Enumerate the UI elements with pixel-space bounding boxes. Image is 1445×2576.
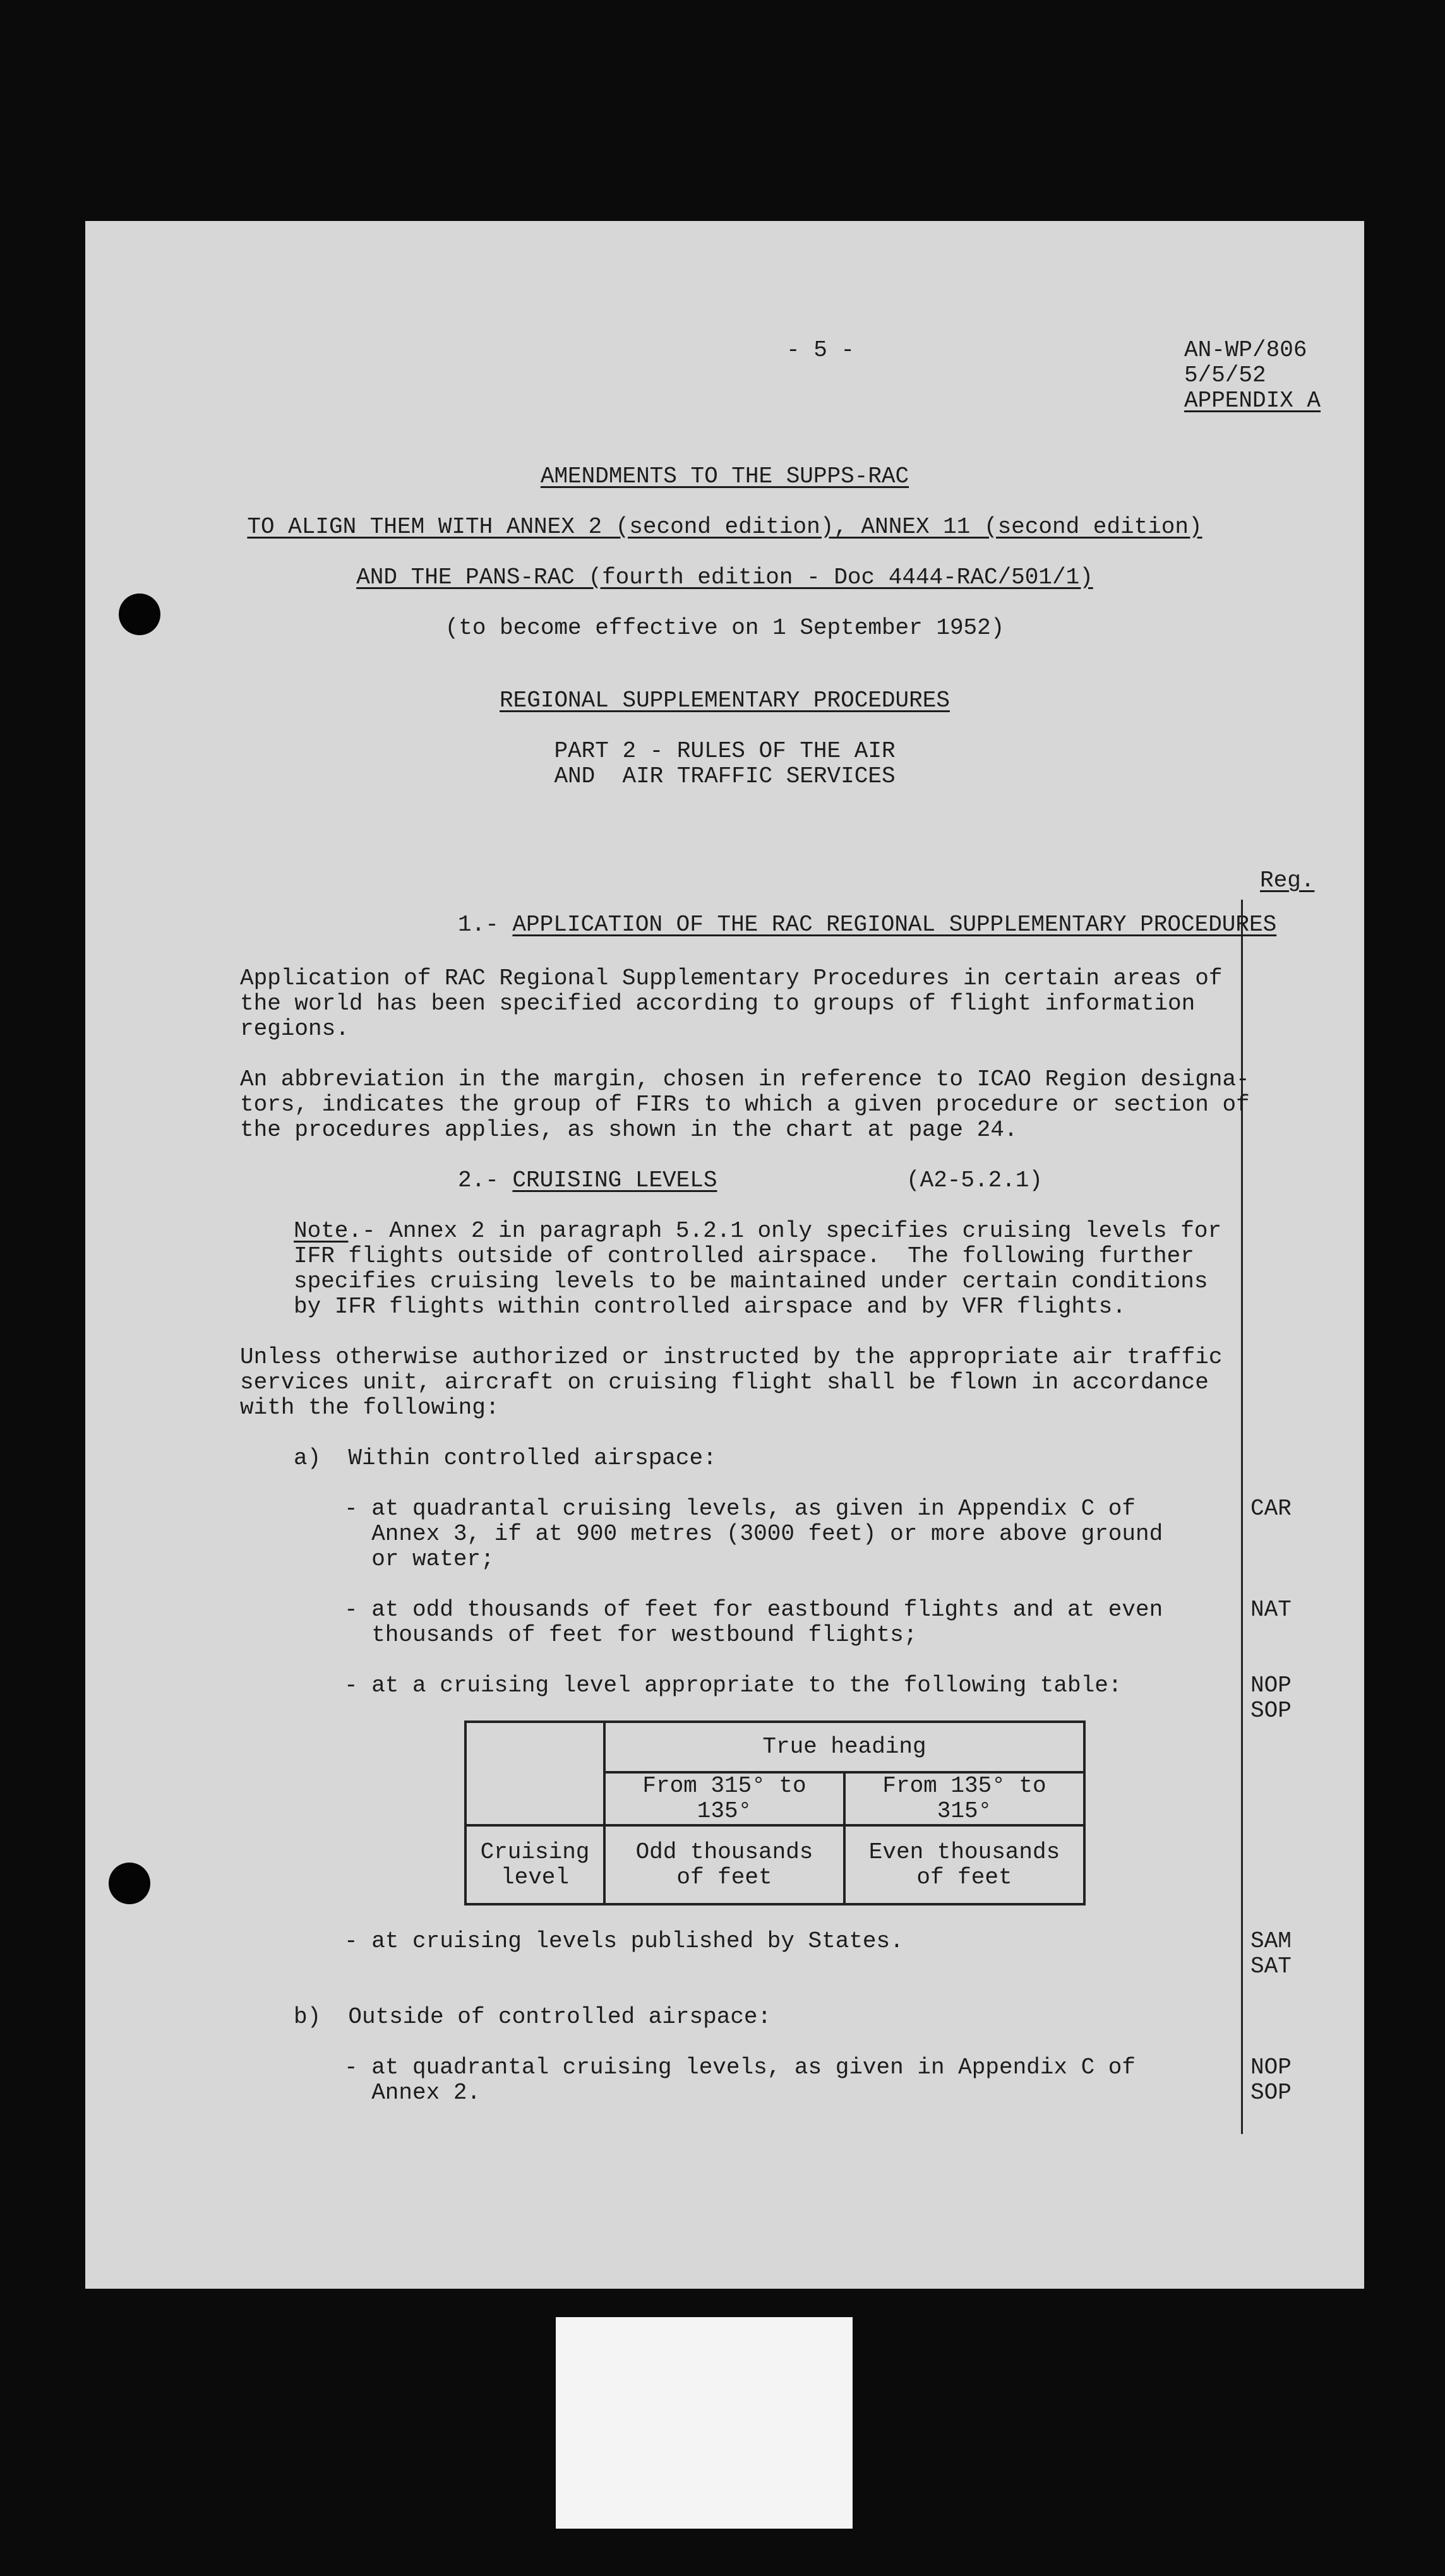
title-line-3: AND THE PANS-RAC (fourth edition - Doc 4444-RAC/501/1) [356, 564, 1093, 590]
cruising-level-table [464, 1720, 1086, 1905]
doc-date: 5/5/52 [1184, 362, 1266, 388]
margin-code-sam: SAM [1250, 1928, 1292, 1954]
item-a1-line-1: - at quadrantal cruising levels, as given in Appendix C of [344, 1496, 1136, 1522]
section-1-para-2-line-3: the procedures applies, as shown in the chart at page 24. [240, 1117, 1018, 1143]
item-a-label: a) Within controlled airspace: [294, 1445, 717, 1471]
table-cell-even: Even thousands of feet [844, 1825, 1084, 1904]
margin-code-sat: SAT [1250, 1953, 1292, 1979]
item-a3: - at a cruising level appropriate to the following table: [344, 1673, 1122, 1698]
note-line-4: by IFR flights within controlled airspace and by VFR flights. [294, 1294, 1126, 1320]
margin-code-nat: NAT [1250, 1597, 1292, 1623]
section-1-para-1-line-1: Application of RAC Regional Supplementary Procedures in certain areas of [240, 965, 1223, 991]
effective-date: (to become effective on 1 September 1952) [445, 615, 1005, 641]
item-a2-line-1: - at odd thousands of feet for eastbound flights and at even [344, 1597, 1163, 1623]
document-page [85, 221, 1364, 2289]
punch-hole-top [119, 593, 160, 635]
note-line-3: specifies cruising levels to be maintained under certain conditions [294, 1268, 1208, 1294]
table-col-header-2: From 135° to 315° [844, 1772, 1084, 1825]
section-1-para-1-line-3: regions. [240, 1016, 349, 1042]
item-a4: - at cruising levels published by States. [344, 1928, 904, 1954]
item-a2-line-2: thousands of feet for westbound flights; [344, 1622, 918, 1648]
section-1-para-2-line-2: tors, indicates the group of FIRs to which a given procedure or section of [240, 1092, 1250, 1118]
margin-code-sop-2: SOP [1250, 2080, 1292, 2106]
note-line-1: Note.- Annex 2 in paragraph 5.2.1 only specifies cruising levels for [294, 1218, 1222, 1244]
blank-card [556, 2317, 853, 2529]
intro-line-1: Unless otherwise authorized or instructed by the appropriate air traffic [240, 1344, 1223, 1370]
appendix-label: APPENDIX A [1184, 388, 1321, 414]
item-a1-line-2: Annex 3, if at 900 metres (3000 feet) or more above ground [344, 1521, 1163, 1547]
intro-line-3: with the following: [240, 1395, 500, 1421]
part-line-1: PART 2 - RULES OF THE AIR [554, 738, 896, 764]
margin-code-nop-2: NOP [1250, 2054, 1292, 2080]
table-true-heading-header: True heading [604, 1722, 1084, 1772]
punch-hole-bottom [109, 1863, 150, 1904]
section-title: REGIONAL SUPPLEMENTARY PROCEDURES [500, 688, 950, 713]
section-2-heading: 2.- CRUISING LEVELS [458, 1167, 717, 1193]
reg-column-label: Reg. [1260, 868, 1315, 893]
item-a1-line-3: or water; [344, 1546, 495, 1572]
part-line-2: AND AIR TRAFFIC SERVICES [554, 763, 896, 789]
page-number: - 5 - [786, 337, 855, 363]
section-1-heading: 1.- APPLICATION OF THE RAC REGIONAL SUPPLEMENTARY PROCEDURES [458, 912, 1277, 938]
section-1-para-1-line-2: the world has been specified according to groups of flight information [240, 991, 1196, 1017]
section-1-para-2-line-1: An abbreviation in the margin, chosen in reference to ICAO Region designa- [240, 1066, 1250, 1092]
item-b1-line-1: - at quadrantal cruising levels, as given in Appendix C of [344, 2054, 1136, 2080]
item-b-label: b) Outside of controlled airspace: [294, 2004, 772, 2030]
doc-reference: AN-WP/806 [1184, 337, 1307, 363]
margin-code-car: CAR [1250, 1496, 1292, 1522]
title-line-2: TO ALIGN THEM WITH ANNEX 2 (second edition), ANNEX 11 (second edition) [247, 514, 1202, 540]
table-col-header-1: From 315° to 135° [604, 1772, 844, 1825]
note-line-2: IFR flights outside of controlled airspace. The following further [294, 1243, 1194, 1269]
title-line-1: AMENDMENTS TO THE SUPPS-RAC [540, 463, 909, 489]
section-2-reference: (A2-5.2.1) [906, 1167, 1043, 1193]
margin-code-nop-1: NOP [1250, 1673, 1292, 1698]
table-cell-odd: Odd thousands of feet [604, 1825, 844, 1904]
table-row-label: Cruising level [465, 1825, 604, 1904]
item-b1-line-2: Annex 2. [344, 2080, 481, 2106]
intro-line-2: services unit, aircraft on cruising flight shall be flown in accordance [240, 1369, 1209, 1395]
table-empty-corner [465, 1722, 604, 1825]
margin-code-sop-1: SOP [1250, 1698, 1292, 1724]
